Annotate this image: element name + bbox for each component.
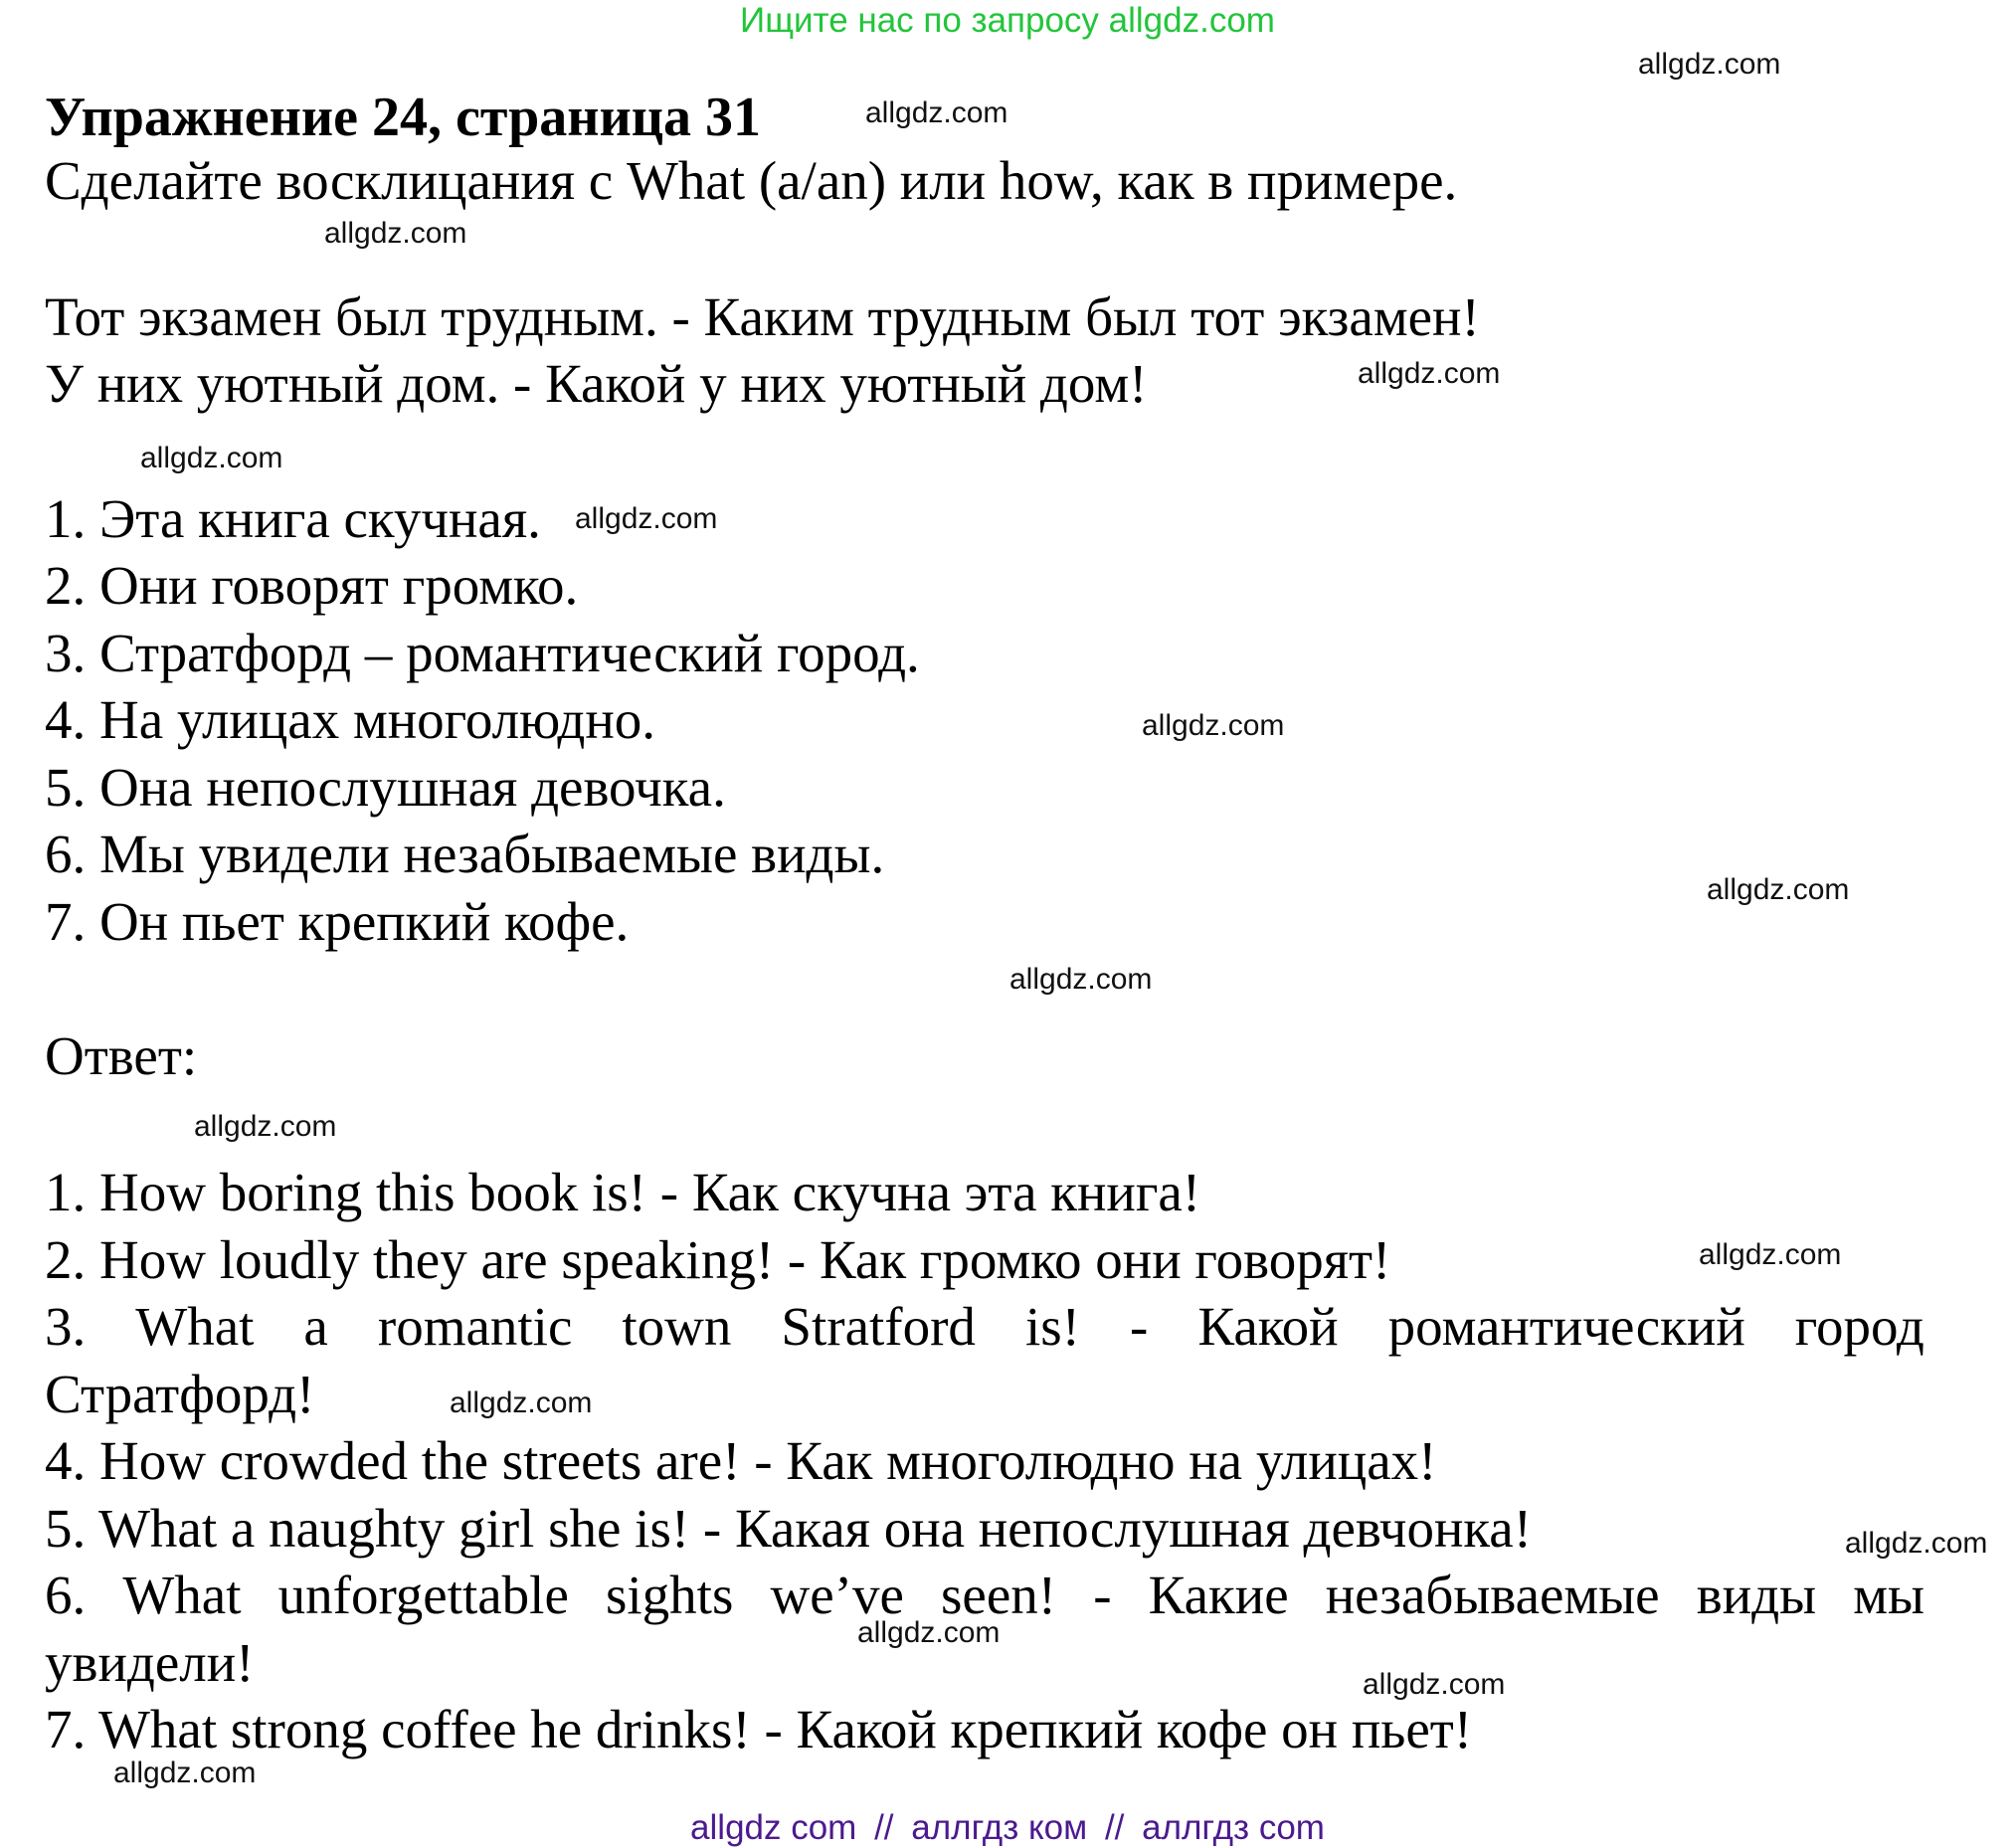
footer-separator: // (874, 1808, 894, 1847)
watermark: allgdz.com (857, 1616, 1001, 1649)
watermark: allgdz.com (113, 1756, 257, 1789)
task-2: 2. Они говорят громко. (45, 555, 579, 616)
answer-6-word: Какие (1148, 1565, 1289, 1625)
watermark: allgdz.com (1699, 1238, 1842, 1271)
task-6: 6. Мы увидели незабываемые виды. (45, 824, 885, 884)
answer-3-word: - (1130, 1296, 1149, 1357)
answer-5: 5. What a naughty girl she is! - Какая она непослушная девчонка! (45, 1498, 1533, 1559)
answer-3-word: What (135, 1296, 255, 1357)
example-2: У них уютный дом. - Какой у них уютный дом! (45, 353, 1148, 414)
task-1: 1. Эта книга скучная. (45, 488, 541, 549)
task-7: 7. Он пьет крепкий кофе. (45, 891, 630, 952)
watermark: allgdz.com (1845, 1527, 1988, 1560)
answer-6-word: seen! (941, 1565, 1057, 1625)
answer-6-word: sights (606, 1565, 734, 1625)
answer-6-word: we’ve (770, 1565, 904, 1625)
answer-6-word: What (122, 1565, 242, 1625)
footer-link[interactable]: аллгдз ком (911, 1808, 1088, 1847)
answer-3-word: 3. (45, 1296, 87, 1357)
watermark: allgdz.com (140, 442, 283, 474)
watermark: allgdz.com (194, 1110, 337, 1143)
answer-6-word: незабываемые (1325, 1565, 1660, 1625)
footer (0, 1808, 2015, 1848)
answer-2: 2. How loudly they are speaking! - Как громко они говорят! (45, 1229, 1391, 1290)
page-title: Упражнение 24, страница 31 (45, 87, 762, 148)
footer-link[interactable]: allgdz com (690, 1808, 857, 1847)
answer-3-word: романтический (1387, 1296, 1745, 1357)
answer-7: 7. What strong coffee he drinks! - Какой крепкий кофе он пьет! (45, 1699, 1473, 1759)
answer-3-word: Stratford (781, 1296, 976, 1357)
answer-label: Ответ: (45, 1025, 198, 1086)
watermark: allgdz.com (1358, 357, 1501, 390)
example-1: Тот экзамен был трудным. - Каким трудным был тот экзамен! (45, 286, 1480, 347)
task-3: 3. Стратфорд – романтический город. (45, 623, 920, 683)
watermark: allgdz.com (450, 1386, 593, 1419)
answer-6-word: мы (1853, 1565, 1924, 1625)
answer-3-word: город (1794, 1296, 1924, 1357)
watermark: allgdz.com (1638, 48, 1781, 81)
watermark: allgdz.com (1009, 963, 1153, 996)
answer-3-word: Какой (1197, 1296, 1339, 1357)
answer-3-word: romantic (377, 1296, 573, 1357)
answer-6-word: виды (1696, 1565, 1817, 1625)
answer-6-word: - (1093, 1565, 1112, 1625)
watermark: allgdz.com (1142, 709, 1285, 742)
task-4: 4. На улицах многолюдно. (45, 689, 656, 750)
answer-3-continuation: Стратфорд! (45, 1364, 315, 1424)
footer-link[interactable]: аллгдз com (1142, 1808, 1325, 1847)
watermark: allgdz.com (865, 96, 1008, 129)
task-5: 5. Она непослушная девочка. (45, 757, 726, 818)
top-banner: Ищите нас по запросу allgdz.com (740, 1, 1275, 40)
answer-6-word: 6. (45, 1565, 87, 1625)
watermark: allgdz.com (1363, 1668, 1506, 1701)
answer-3-word: town (622, 1296, 732, 1357)
watermark: allgdz.com (324, 217, 467, 250)
answer-3-word: is! (1024, 1296, 1080, 1357)
footer-separator: // (1104, 1808, 1125, 1847)
answer-3-line (45, 1295, 1924, 1358)
answer-1: 1. How boring this book is! - Как скучна эта книга! (45, 1162, 1201, 1222)
watermark: allgdz.com (575, 502, 718, 535)
answer-6-word: unforgettable (277, 1565, 569, 1625)
answer-3-word: a (303, 1296, 328, 1357)
watermark: allgdz.com (1707, 873, 1850, 906)
answer-6-continuation: увидели! (45, 1632, 255, 1693)
instruction: Сделайте восклицания с What (a/an) или how, как в примере. (45, 150, 1458, 211)
answer-4: 4. How crowded the streets are! - Как многолюдно на улицах! (45, 1430, 1437, 1491)
